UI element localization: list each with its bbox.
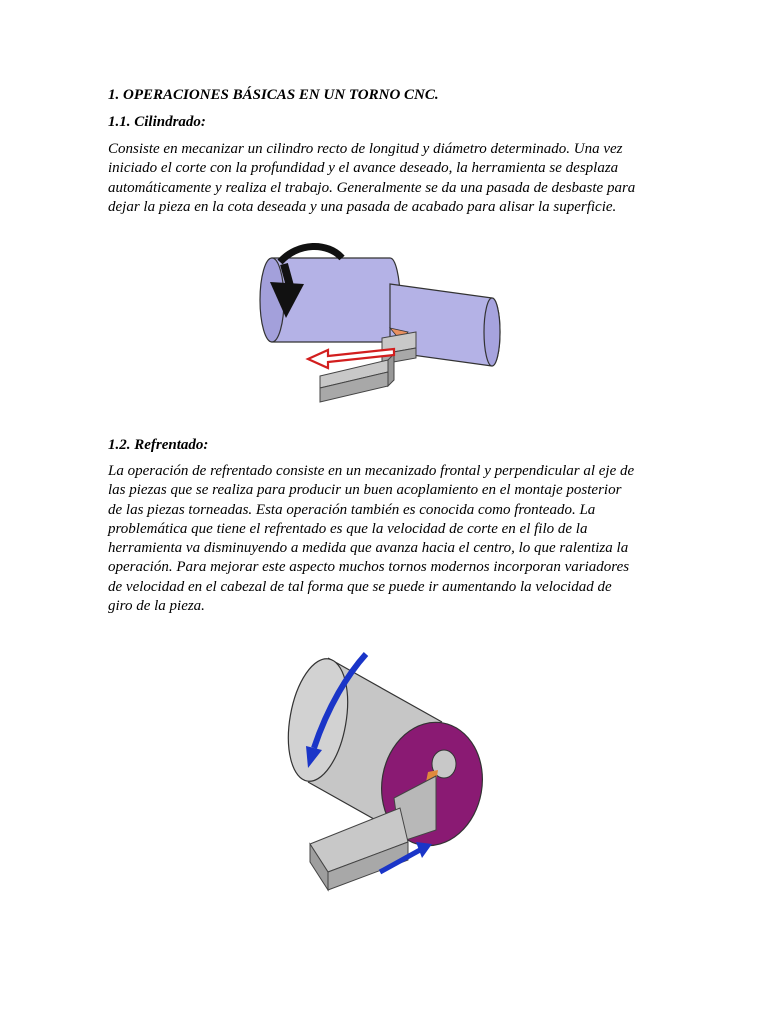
refrentado-illustration bbox=[284, 636, 494, 892]
text-line: las piezas que se realiza para producir un buen acoplamiento en el montaje posterior bbox=[108, 482, 622, 499]
text-line: de velocidad en el cabezal de tal forma que se puede ir aumentando la velocidad de bbox=[108, 578, 612, 595]
text-line: La operación de refrentado consiste en un mecanizado frontal y perpendicular al eje de bbox=[108, 463, 635, 479]
text-line: operación. Para mejorar este aspecto muchos tornos modernos incorporan variadores bbox=[108, 559, 630, 576]
small-cylinder-end bbox=[484, 298, 500, 366]
text-line: herramienta va disminuyendo a medida que avanza hacia el centro, lo que ralentiza la bbox=[108, 540, 629, 557]
paragraph-refrentado bbox=[108, 462, 668, 616]
document-heading: 1. OPERACIONES BÁSICAS EN UN TORNO CNC. bbox=[108, 87, 439, 103]
text-line: Consiste en mecanizar un cilindro recto de longitud y diámetro determinado. Una vez bbox=[108, 141, 623, 157]
cilindrado-illustration bbox=[240, 236, 512, 412]
text-line: automáticamente y realiza el trabajo. Generalmente se da una pasada de desbaste para bbox=[108, 179, 636, 196]
tool-shank-end bbox=[388, 354, 394, 386]
text-line: de las piezas torneadas. Esta operación también es conocida como fronteado. La bbox=[108, 501, 596, 518]
text-line: giro de la pieza. bbox=[108, 598, 205, 615]
section-title-cilindrado: 1.1. Cilindrado: bbox=[108, 114, 206, 130]
paragraph-cilindrado bbox=[108, 140, 668, 217]
section-title-refrentado: 1.2. Refrentado: bbox=[108, 437, 209, 453]
text-line: iniciado el corte con la profundidad y el avance deseado, la herramienta se desplaza bbox=[108, 160, 619, 177]
text-line: problemática que tiene el refrentado es que la velocidad de corte en el filo de la bbox=[108, 520, 588, 537]
text-line: dejar la pieza en la cota deseada y una pasada de acabado para alisar la superficie. bbox=[108, 198, 617, 215]
